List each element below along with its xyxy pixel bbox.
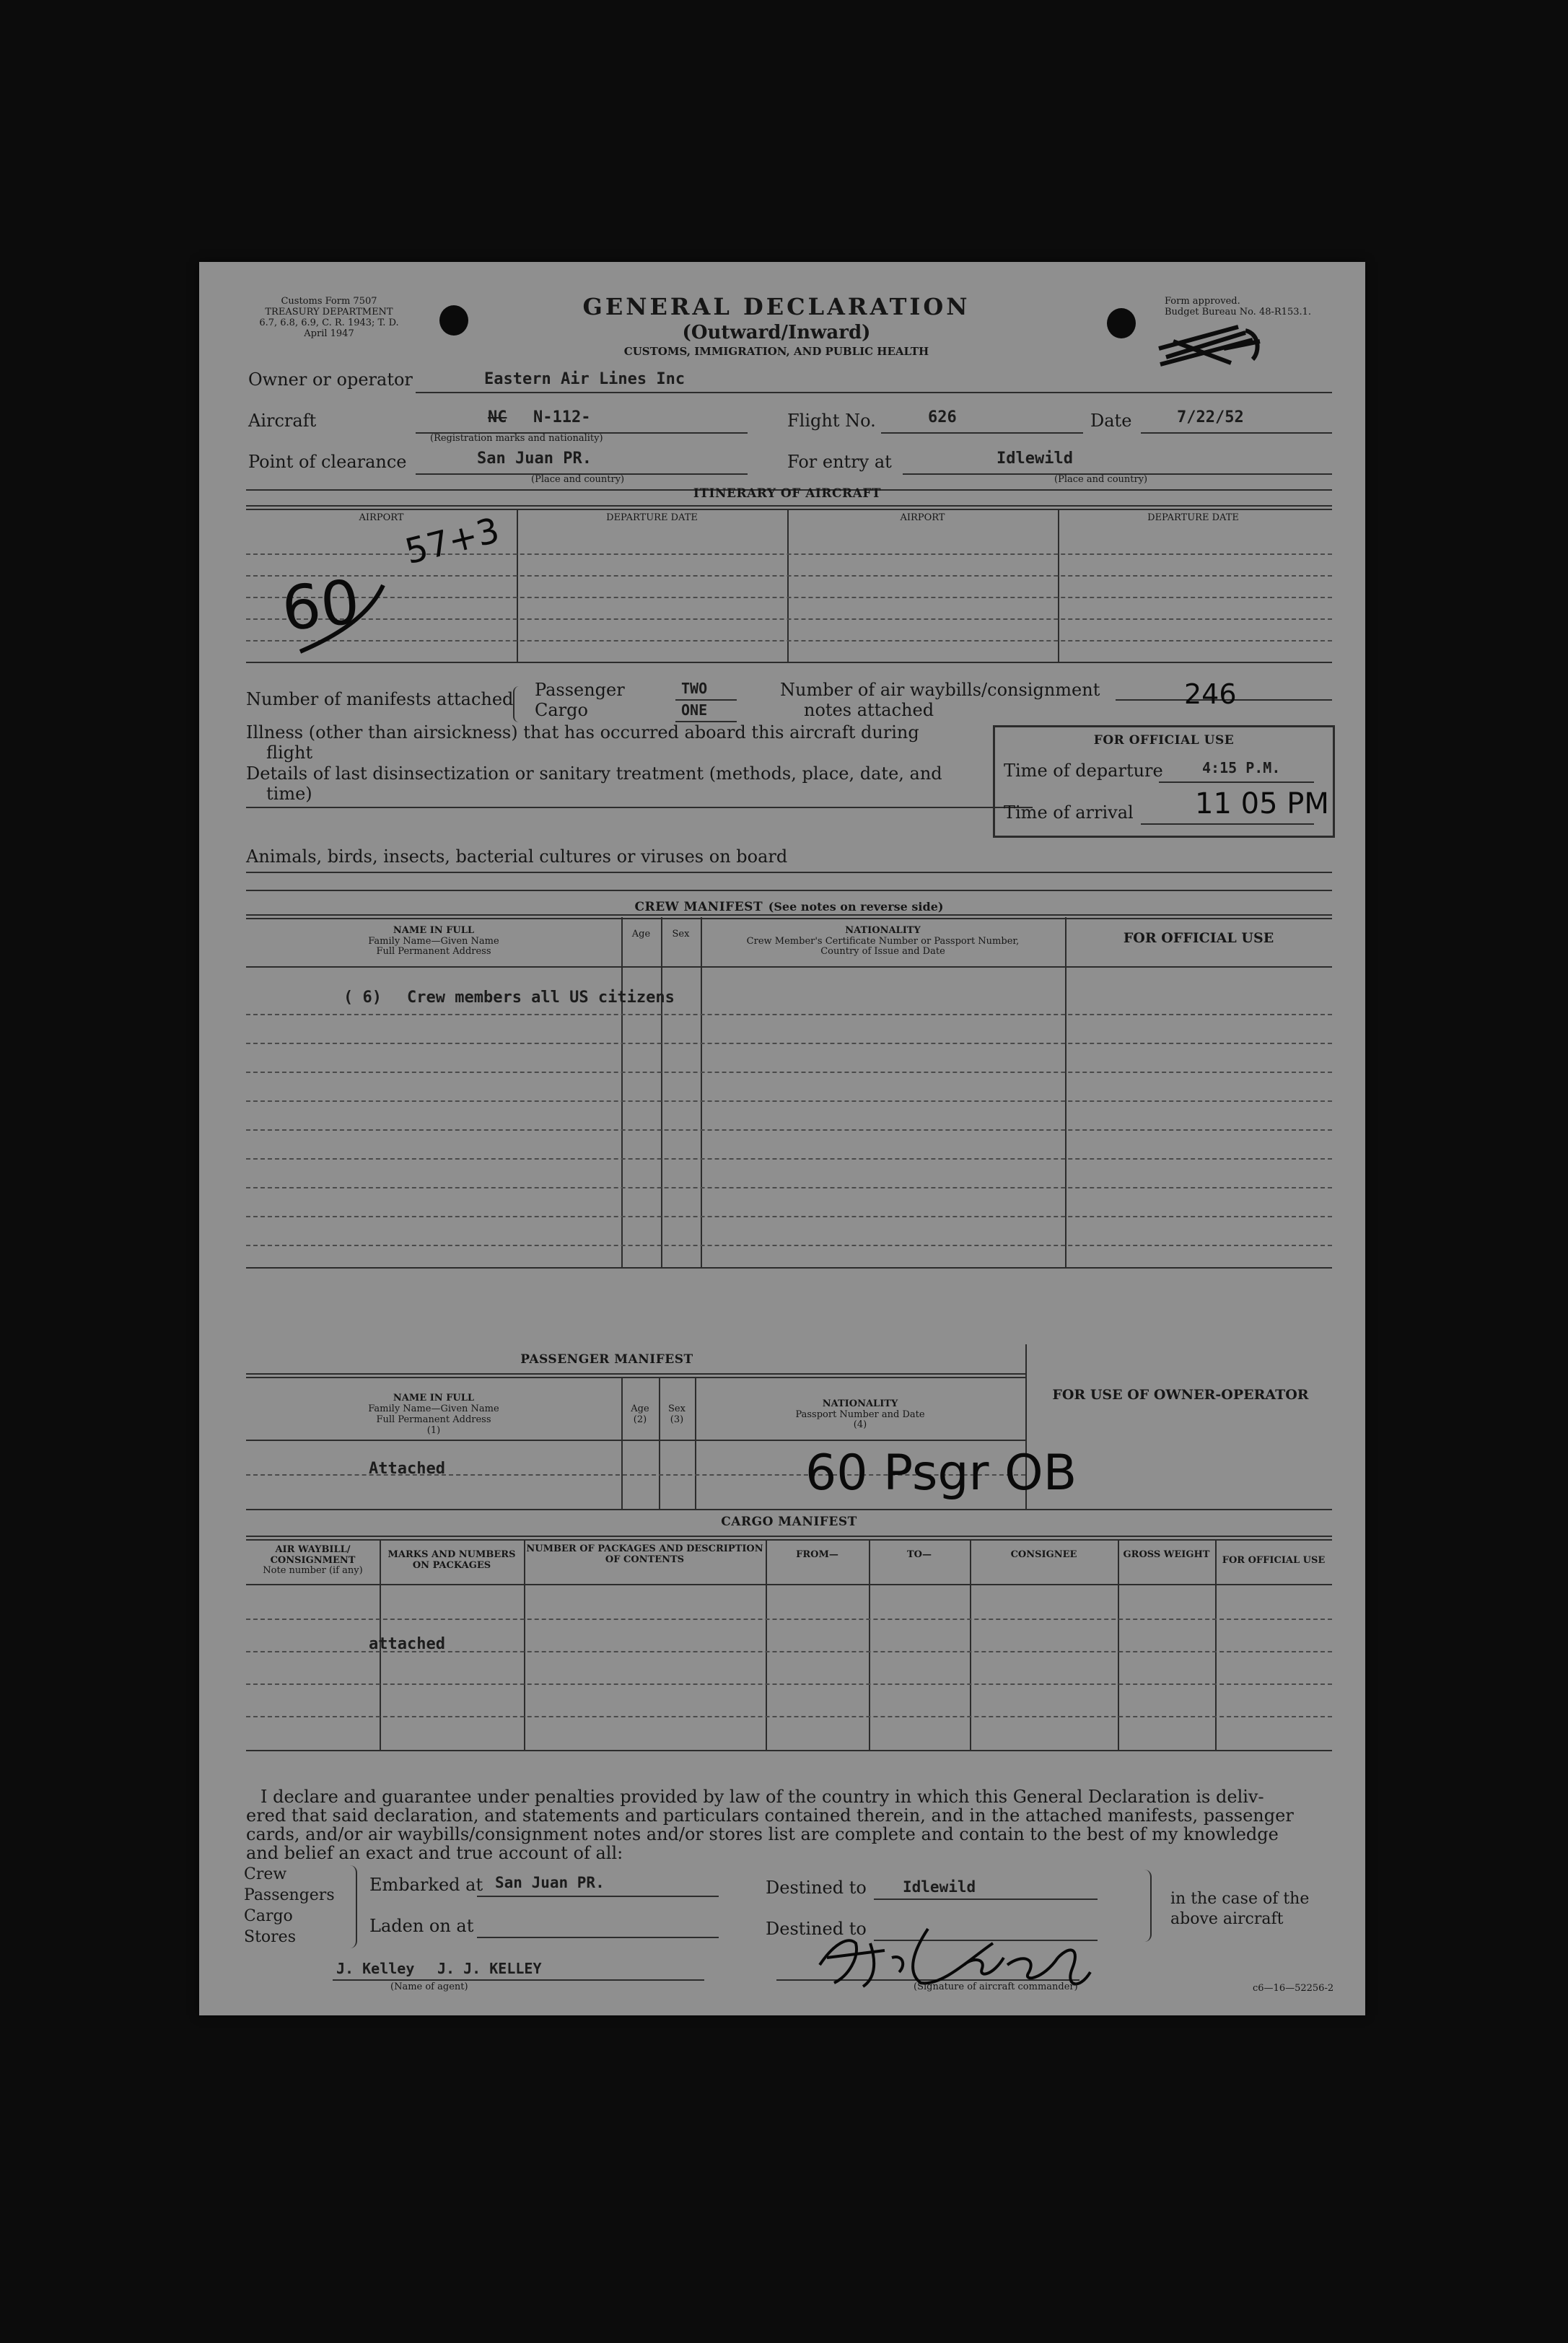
official-use-title: FOR OFFICIAL USE xyxy=(1093,733,1235,748)
cargo-col-marks: MARKS AND NUMBERS ON PACKAGES xyxy=(387,1549,516,1571)
cargo-divider xyxy=(1215,1539,1217,1750)
aircraft-caption: (Registration marks and nationality) xyxy=(430,433,603,444)
cargo-divider xyxy=(970,1539,971,1750)
owner-value: Eastern Air Lines Inc xyxy=(484,370,686,388)
itinerary-row-line xyxy=(246,575,1332,577)
itinerary-divider xyxy=(787,509,789,662)
cargo-divider xyxy=(1118,1539,1119,1750)
embarked-value: San Juan PR. xyxy=(495,1874,605,1891)
agent-name-1: J. Kelley xyxy=(336,1960,415,1977)
destined-label-1: Destined to xyxy=(766,1878,867,1898)
cargo-title: CARGO MANIFEST xyxy=(721,1515,857,1529)
case-note-1: in the case of the xyxy=(1170,1890,1310,1908)
cargo-manifest-value: ONE xyxy=(681,701,708,719)
entry-value: Idlewild xyxy=(997,450,1073,468)
flight-underline xyxy=(881,432,1083,434)
entry-caption: (Place and country) xyxy=(1054,474,1148,485)
commander-caption: (Signature of aircraft commander) xyxy=(914,1981,1078,1992)
passenger-divider xyxy=(695,1377,696,1509)
itinerary-row-line xyxy=(246,640,1332,641)
punch-hole-right xyxy=(1107,308,1136,338)
crew-title-note: (See notes on reverse side) xyxy=(768,900,944,914)
agent-signature-line xyxy=(333,1979,704,1981)
departure-time-value: 4:15 P.M. xyxy=(1202,759,1281,776)
cargo-entry: attached xyxy=(369,1635,445,1653)
clearance-caption: (Place and country) xyxy=(531,474,625,485)
crew-header-rule xyxy=(246,914,1332,919)
agent-name-2: J. J. KELLEY xyxy=(437,1960,542,1977)
cargo-divider xyxy=(869,1539,870,1750)
itinerary-annotation-main: 60 xyxy=(279,566,363,645)
waybills-value: 246 xyxy=(1184,678,1237,710)
itinerary-col-airport-2: AIRPORT xyxy=(900,512,945,523)
page-subtitle: (Outward/Inward) xyxy=(682,322,871,343)
itinerary-col-departure-1: DEPARTURE DATE xyxy=(606,512,698,523)
form-identifier: Customs Form 7507 TREASURY DEPARTMENT 6.7, 6.8, 6.9, C. R. 1943; T. D. April 1947 xyxy=(259,296,399,339)
clearance-label: Point of clearance xyxy=(248,452,407,472)
waybills-label-2: notes attached xyxy=(804,700,934,720)
itinerary-header-rule xyxy=(246,505,1332,510)
crew-row-line xyxy=(246,1245,1332,1246)
cargo-divider xyxy=(524,1539,525,1750)
cargo-col-waybill: AIR WAYBILL/ CONSIGNMENT Note number (if any) xyxy=(263,1543,363,1577)
itinerary-row-line xyxy=(246,618,1332,620)
passenger-col-age: Age (2) xyxy=(631,1403,649,1425)
itinerary-divider xyxy=(517,509,518,662)
cargo-col-from: FROM— xyxy=(796,1549,838,1560)
cargo-row-line xyxy=(246,1683,1332,1685)
budget-approval: Form approved. Budget Bureau No. 48-R153.1. xyxy=(1165,296,1312,317)
punch-hole-left xyxy=(439,305,468,336)
cargo-manifest-label: Cargo xyxy=(535,700,588,720)
annotation-slash xyxy=(293,579,394,659)
cargo-col-official: FOR OFFICIAL USE xyxy=(1222,1554,1326,1566)
crew-col-official: FOR OFFICIAL USE xyxy=(1123,930,1274,946)
declaration-text: I declare and guarantee under penalties provided by law of the country in which this General Declaration is deliv- ered that said declaration, and statements and particulars contained therein, and in the attached manifests, passenger cards, and/or air waybills/consignment notes and/or stores list are complete and contain to the best of my knowledge and belief an exact and true account of all: xyxy=(246,1787,1294,1863)
crew-col-name: NAME IN FULL Family Name—Given Name Full Permanent Address xyxy=(368,924,499,958)
crew-divider xyxy=(1065,917,1066,1267)
cargo-divider xyxy=(766,1539,767,1750)
destined-label-2: Destined to xyxy=(766,1919,867,1939)
crew-col-age: Age xyxy=(631,928,651,940)
itinerary-annotation-top: 57+3 xyxy=(401,509,504,573)
passenger-manifest-label: Passenger xyxy=(535,680,625,700)
itinerary-row-line xyxy=(246,597,1332,598)
case-note-2: above aircraft xyxy=(1170,1910,1284,1928)
departure-time-underline xyxy=(1159,781,1314,783)
cargo-col-packages: NUMBER OF PACKAGES AND DESCRIPTION OF CONTENTS xyxy=(526,1543,763,1565)
arrival-time-label: Time of arrival xyxy=(1004,802,1134,823)
scribble-mark xyxy=(1152,320,1267,370)
aircraft-value: N-112- xyxy=(533,408,591,426)
agencies-line: CUSTOMS, IMMIGRATION, AND PUBLIC HEALTH xyxy=(623,345,929,358)
passenger-header-rule xyxy=(246,1373,1025,1378)
arrival-time-value: 11 05 PM xyxy=(1195,787,1329,820)
embarked-label: Embarked at xyxy=(369,1875,483,1895)
cargo-row-line xyxy=(246,1716,1332,1717)
aircraft-label: Aircraft xyxy=(248,411,317,431)
aircraft-value-struck: NC xyxy=(488,408,507,426)
crew-divider xyxy=(701,917,702,1267)
page-title: GENERAL DECLARATION xyxy=(582,293,971,320)
passenger-col-nationality: NATIONALITY Passport Number and Date (4) xyxy=(795,1398,925,1431)
cargo-col-weight: GROSS WEIGHT xyxy=(1123,1549,1210,1560)
passenger-annotation: 60 Psgr OB xyxy=(805,1445,1077,1502)
passenger-col-name: NAME IN FULL Family Name—Given Name Full Permanent Address (1) xyxy=(368,1393,499,1436)
passenger-manifest-value: TWO xyxy=(681,680,708,697)
crew-row-line xyxy=(246,1043,1332,1044)
disinsect-underline xyxy=(246,807,1033,808)
crew-entry: Crew members all US citizens xyxy=(407,989,675,1007)
date-value: 7/22/52 xyxy=(1177,408,1244,426)
cargo-col-consignee: CONSIGNEE xyxy=(1010,1549,1077,1560)
passenger-bottom-rule xyxy=(246,1509,1332,1510)
passenger-top-rule xyxy=(246,1267,1332,1269)
passenger-divider xyxy=(621,1377,623,1509)
crew-row-line xyxy=(246,1158,1332,1160)
crew-col-sex: Sex xyxy=(672,928,690,940)
itinerary-bottom-rule xyxy=(246,662,1332,663)
declaration-brace xyxy=(347,1865,357,1948)
cargo-subheader-rule xyxy=(246,1584,1332,1585)
embarked-underline xyxy=(477,1896,719,1897)
destined-underline-1 xyxy=(874,1899,1098,1900)
itinerary-divider xyxy=(1058,509,1059,662)
crew-title-text: CREW MANIFEST xyxy=(634,900,763,914)
manifests-label: Number of manifests attached xyxy=(246,689,514,709)
illness-label-2: flight xyxy=(266,743,313,763)
crew-row-line xyxy=(246,1072,1332,1073)
waybills-label: Number of air waybills/consignment xyxy=(780,680,1100,700)
agent-caption: (Name of agent) xyxy=(390,1981,468,1992)
itinerary-title: ITINERARY OF AIRCRAFT xyxy=(693,486,882,501)
laden-underline xyxy=(477,1937,719,1938)
itinerary-col-departure-2: DEPARTURE DATE xyxy=(1147,512,1239,523)
general-declaration-form xyxy=(199,262,1365,2015)
entry-label: For entry at xyxy=(787,452,892,472)
form-number: c6—16—52256-2 xyxy=(1253,1983,1334,1994)
manifest-value-underline xyxy=(675,699,737,701)
passenger-col-owner: FOR USE OF OWNER-OPERATOR xyxy=(1052,1387,1309,1403)
crew-row-line xyxy=(246,1129,1332,1131)
flight-label: Flight No. xyxy=(787,411,876,431)
laden-label: Laden on at xyxy=(369,1916,474,1936)
destined-brace xyxy=(1142,1870,1152,1942)
crew-subheader-rule xyxy=(246,966,1332,968)
crew-top-rule xyxy=(246,890,1332,891)
date-label: Date xyxy=(1090,411,1132,431)
crew-title xyxy=(246,895,1332,916)
crew-row-line xyxy=(246,1216,1332,1217)
disinsect-label-2: time) xyxy=(266,784,312,804)
manifests-brace xyxy=(513,686,522,722)
crew-row-line xyxy=(246,1100,1332,1102)
passenger-entry: Attached xyxy=(369,1460,445,1478)
clearance-value: San Juan PR. xyxy=(477,450,592,468)
crew-row-line xyxy=(246,1014,1332,1015)
cargo-col-to: TO— xyxy=(907,1549,932,1560)
itinerary-col-airport-1: AIRPORT xyxy=(359,512,404,523)
cargo-bottom-rule xyxy=(246,1750,1332,1751)
flight-value: 626 xyxy=(928,408,957,426)
declaration-items: Crew Passengers Cargo Stores xyxy=(244,1865,335,1947)
disinsect-label: Details of last disinsectization or sanitary treatment (methods, place, date, and xyxy=(246,763,942,784)
cargo-header-rule xyxy=(246,1536,1332,1541)
animals-label: Animals, birds, insects, bacterial cultures or viruses on board xyxy=(246,846,788,867)
passenger-title: PASSENGER MANIFEST xyxy=(520,1352,693,1367)
passenger-subheader-rule xyxy=(246,1440,1025,1441)
crew-col-nationality: NATIONALITY Crew Member's Certificate Number or Passport Number, Country of Issue and Date xyxy=(746,924,1020,958)
date-underline xyxy=(1141,432,1332,434)
illness-label: Illness (other than airsickness) that has occurred aboard this aircraft during xyxy=(246,722,919,743)
cargo-row-line xyxy=(246,1619,1332,1620)
animals-underline xyxy=(246,872,1332,873)
crew-row-line xyxy=(246,1187,1332,1188)
destined-value: Idlewild xyxy=(903,1878,976,1896)
departure-time-label: Time of departure xyxy=(1004,761,1163,781)
owner-label: Owner or operator xyxy=(248,369,413,390)
owner-underline xyxy=(416,392,1332,393)
passenger-divider xyxy=(659,1377,660,1509)
crew-divider xyxy=(621,917,623,1267)
arrival-time-underline xyxy=(1141,823,1314,825)
crew-divider xyxy=(661,917,662,1267)
passenger-col-sex: Sex (3) xyxy=(668,1403,686,1425)
crew-entry-count: ( 6) xyxy=(343,989,382,1007)
